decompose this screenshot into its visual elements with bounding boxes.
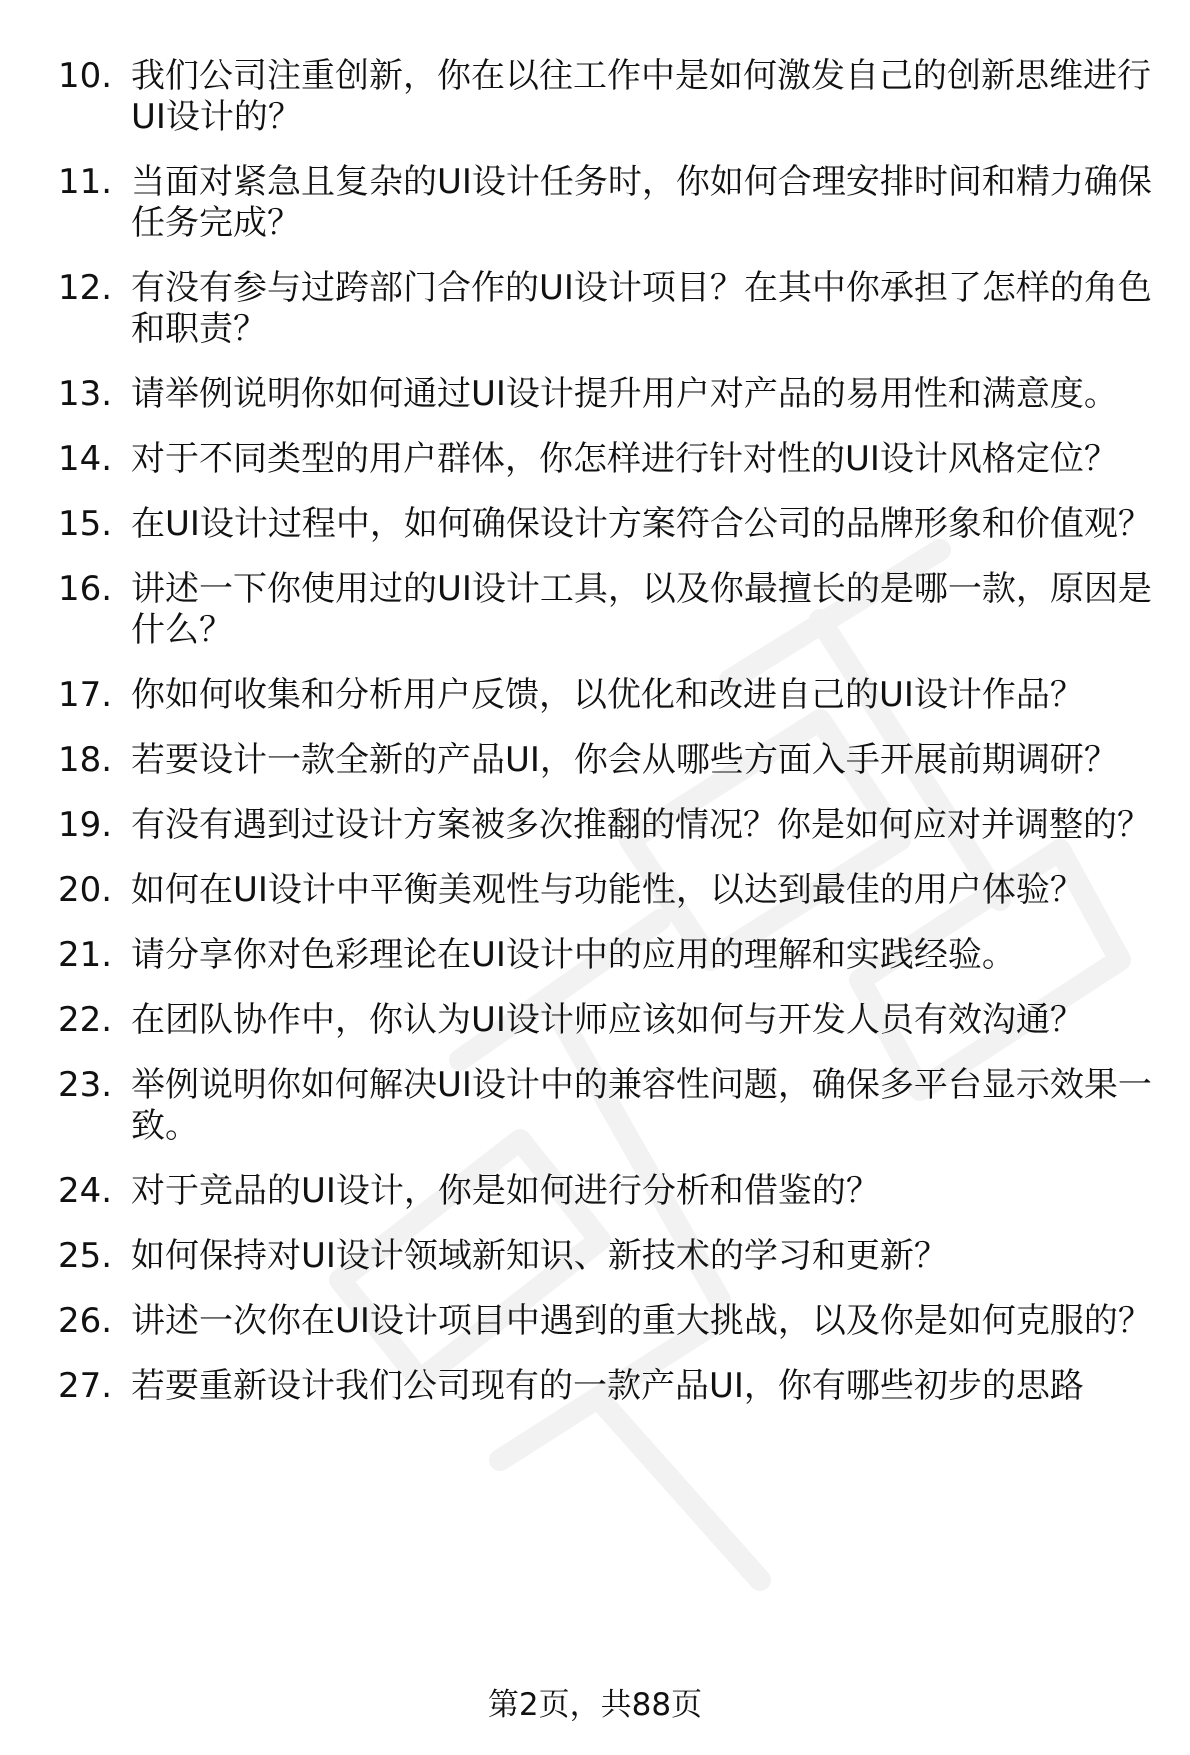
list-item (58, 569, 1158, 651)
page-number-footer: 第2页，共88页 (487, 1687, 703, 1723)
question-number: 18. (58, 740, 113, 780)
question-text: 请举例说明你如何通过UI设计提升用户对产品的易用性和满意度。 (131, 374, 1118, 414)
question-number: 21. (58, 935, 113, 975)
question-text: 讲述一下你使用过的UI设计工具，以及你最擅长的是哪一款，原因是什么？ (131, 569, 1152, 650)
question-text: 讲述一次你在UI设计项目中遇到的重大挑战，以及你是如何克服的？ (131, 1301, 1152, 1341)
question-text: 对于不同类型的用户群体，你怎样进行针对性的UI设计风格定位？ (131, 439, 1118, 479)
list-item (58, 1301, 1158, 1342)
question-text: 有没有参与过跨部门合作的UI设计项目？在其中你承担了怎样的角色和职责？ (131, 268, 1152, 349)
list-item (58, 1065, 1158, 1147)
list-item (58, 56, 1158, 138)
question-number: 24. (58, 1171, 113, 1211)
list-item (58, 740, 1158, 781)
question-text: 举例说明你如何解决UI设计中的兼容性问题，确保多平台显示效果一致。 (131, 1065, 1152, 1146)
question-text: 若要设计一款全新的产品UI，你会从哪些方面入手开展前期调研？ (131, 740, 1118, 780)
question-text: 如何在UI设计中平衡美观性与功能性，以达到最佳的用户体验？ (131, 870, 1084, 910)
question-number: 23. (58, 1065, 113, 1105)
question-text: 你如何收集和分析用户反馈，以优化和改进自己的UI设计作品？ (131, 675, 1084, 715)
list-item (58, 675, 1158, 716)
list-item (58, 162, 1158, 244)
question-number: 19. (58, 805, 113, 845)
question-number: 16. (58, 569, 113, 609)
question-text: 我们公司注重创新，你在以往工作中是如何激发自己的创新思维进行UI设计的？ (131, 56, 1151, 137)
question-number: 11. (58, 162, 113, 202)
question-number: 27. (58, 1366, 113, 1406)
list-item (58, 805, 1158, 846)
question-text: 若要重新设计我们公司现有的一款产品UI，你有哪些初步的思路 (131, 1366, 1084, 1406)
question-text: 当面对紧急且复杂的UI设计任务时，你如何合理安排时间和精力确保任务完成？ (131, 162, 1152, 243)
list-item (58, 504, 1158, 545)
question-text: 在团队协作中，你认为UI设计师应该如何与开发人员有效沟通？ (131, 1000, 1084, 1040)
question-number: 12. (58, 268, 113, 308)
list-item (58, 439, 1158, 480)
question-number: 15. (58, 504, 113, 544)
question-number: 13. (58, 374, 113, 414)
question-text: 请分享你对色彩理论在UI设计中的应用的理解和实践经验。 (131, 935, 1016, 975)
question-number: 20. (58, 870, 113, 910)
question-text: 如何保持对UI设计领域新知识、新技术的学习和更新？ (131, 1236, 948, 1276)
question-text: 对于竞品的UI设计，你是如何进行分析和借鉴的？ (131, 1171, 880, 1211)
list-item (58, 870, 1158, 911)
list-item (58, 374, 1158, 415)
question-list (58, 56, 1158, 1431)
question-text: 在UI设计过程中，如何确保设计方案符合公司的品牌形象和价值观？ (131, 504, 1152, 544)
question-number: 14. (58, 439, 113, 479)
question-number: 10. (58, 56, 113, 96)
list-item (58, 1236, 1158, 1277)
question-number: 17. (58, 675, 113, 715)
question-text: 有没有遇到过设计方案被多次推翻的情况？你是如何应对并调整的？ (131, 805, 1151, 845)
question-number: 22. (58, 1000, 113, 1040)
list-item (58, 1171, 1158, 1212)
list-item (58, 1000, 1158, 1041)
list-item (58, 1366, 1158, 1407)
question-number: 26. (58, 1301, 113, 1341)
list-item (58, 268, 1158, 350)
list-item (58, 935, 1158, 976)
question-number: 25. (58, 1236, 113, 1276)
